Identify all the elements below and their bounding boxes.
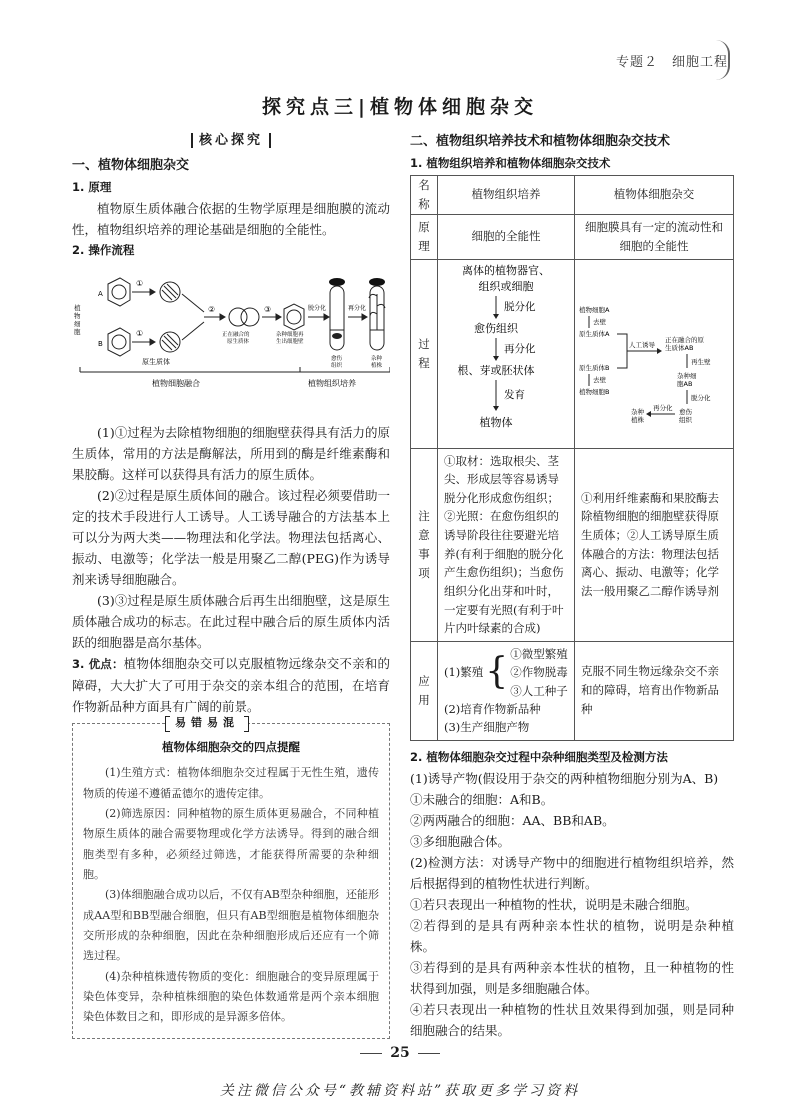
row-label-notes: 注意事项 [411, 448, 438, 641]
app-line-2: (2)培育作物新品种 [444, 701, 541, 716]
tube-cap-1 [329, 278, 345, 286]
flow-callus: 愈伤组织 [474, 321, 518, 335]
propagation-label: (1)繁殖 [444, 665, 484, 680]
pitfall-4: (4)杂种植株遗传物质的变化：细胞融合的变异原理属于染色体变异，杂种植株细胞的染色体数通常是两个亲本细胞染色体数目之和，即形成的是异源多倍体。 [83, 969, 379, 1024]
header-bracket [716, 40, 730, 80]
hf-proto-b: 原生质体B [579, 363, 610, 372]
process-paragraph-3: (3)③过程是原生质体融合后再生出细胞壁，这是原生质体融合成功的标志。在此过程中融合后的原生质体内活跃的细胞器是高尔基体。 [72, 592, 390, 650]
principle-text: 植物原生质体融合依据的生物学原理是细胞膜的流动性，植物组织培养的理论基础是细胞的全能性。 [72, 201, 390, 238]
pitfalls-title: 植物体细胞杂交的四点提醒 [162, 740, 300, 755]
pitfall-3: (3)体细胞融合成功以后，不仅有AB型杂种细胞，还能形成AA型和BB型融合细胞，但只有AB型细胞是植物体细胞杂交所形成的杂种细胞，因此在杂种细胞形成后还应有一个筛选过程。 [83, 888, 379, 963]
advantage-paragraph [72, 653, 390, 717]
hf-plant: 杂种植株 [631, 407, 644, 424]
table-row [411, 448, 734, 641]
pitfalls-box [72, 716, 390, 1039]
hf-regen: 再生壁 [691, 357, 711, 366]
principle-title: 1. 原理 [72, 180, 112, 195]
plant-label: 杂种植株 [371, 355, 383, 369]
notes-hybrid: ①利用纤维素酶和果胶酶去除植物细胞的细胞壁获得原生质体；②人工诱导原生质体融合的方法：物理法包括离心、振动、电激等；化学法一般用聚乙二醇作诱导剂 [575, 448, 734, 641]
app-line-3: (3)生产细胞产物 [444, 720, 530, 735]
detection-q1a: ①未融合的细胞：A和B。 [410, 791, 554, 807]
flow-dediff: 脱分化 [504, 300, 536, 313]
diagram-side-label: 植物细胞 [74, 303, 81, 336]
detection-q2b: ②若得到的是具有两种亲本性状的植物，说明是杂种植株。 [410, 917, 734, 954]
header-name: 名称 [411, 175, 438, 214]
dediff-label: 脱分化 [308, 304, 327, 312]
app-item-3: ③人工种子 [510, 683, 568, 698]
flow-plant: 植物体 [479, 415, 513, 429]
table-row [411, 259, 734, 448]
pitfall-1: (1)生殖方式：植物体细胞杂交过程属于无性生殖，遗传物质的传递不遵循孟德尔的遗传定律。 [83, 766, 379, 800]
rediff-label: 再分化 [348, 304, 367, 312]
propagation-group [444, 645, 568, 700]
tissue-culture-flow [442, 262, 570, 440]
table-header-row [411, 175, 734, 214]
process-paragraph-1: (1)①过程为去除植物细胞的细胞壁获得具有活力的原生质体，常用的方法是酶解法，所用到的酶是纤维素酶和果胶酶。这样可以获得具有活力的原生质体。 [72, 424, 390, 482]
section-heading-2: 二、植物组织培养技术和植物体细胞杂交技术 [410, 134, 671, 149]
hf-remove-b: 去壁 [593, 375, 606, 384]
left-column [72, 130, 390, 1039]
principle-hybrid: 细胞膜具有一定的流动性和细胞的全能性 [575, 214, 734, 259]
hf-dediff: 脱分化 [691, 393, 711, 402]
hf-induce: 人工诱导 [629, 340, 655, 349]
cell-a-shape [108, 278, 130, 306]
section-heading-1: 一、植物体细胞杂交 [72, 157, 190, 173]
flow-organ: 根、芽或胚状体 [457, 363, 535, 377]
pitfalls-tag: 易错易混 [165, 714, 249, 732]
fusing-protoplast-2 [241, 308, 259, 326]
fused-label: 正在融合的原生质体 [222, 331, 250, 345]
pitfall-2: (2)筛选原因：同种植物的原生质体更易融合，不同种植物原生质体的融合需要物理或化学方法诱导。得到的融合细胞类型有多种，必须经过筛选，才能获得所需要的杂种细胞。 [83, 807, 379, 882]
hf-hybridcell: 杂种细胞AB [677, 371, 697, 388]
row-label-process: 过程 [411, 259, 438, 448]
page-title: 探究点三|植物体细胞杂交 [262, 96, 538, 118]
hf-cell-a: 植物细胞A [579, 305, 610, 314]
step-2-label: ② [208, 304, 216, 314]
detection-q1: (1)诱导产物(假设用于杂交的两种植物细胞分别为A、B) [410, 770, 719, 786]
header-hybridization: 植物体细胞杂交 [575, 175, 734, 214]
table-title: 1. 植物组织培养和植物体细胞杂交技术 [410, 156, 611, 171]
detection-q2a: ①若只表现出一种植物的性状，说明是未融合细胞。 [410, 896, 698, 912]
tube-cap-2 [369, 278, 385, 286]
detection-q1b: ②两两融合的细胞：AA、BB和AB。 [410, 812, 615, 828]
page-number: 25 [0, 1042, 800, 1066]
header-tissue-culture: 植物组织培养 [438, 175, 575, 214]
table-row [411, 214, 734, 259]
callus-tube [330, 286, 344, 350]
app-item-2: ②作物脱毒 [510, 665, 568, 680]
hf-fused: 正在融合的原生质体AB [665, 335, 704, 352]
cell-a-label: A [98, 289, 103, 298]
right-column [410, 130, 734, 1041]
process-title: 2. 操作流程 [72, 243, 135, 258]
phase-2-label: 植物组织培养 [308, 378, 356, 388]
step-1b-label: ① [136, 328, 144, 338]
app-item-1: ①微型繁殖 [510, 646, 568, 661]
detection-q1c: ③多细胞融合体。 [410, 833, 511, 849]
row-label-principle: 原理 [411, 214, 438, 259]
hybrid-label: 杂种细胞再生出细胞壁 [276, 331, 304, 345]
hf-cell-b: 植物细胞B [579, 387, 610, 396]
hybrid-cell-nucleus [287, 310, 301, 324]
application-hybrid: 克服不同生物远缘杂交不亲和的障碍，培育出作物新品种 [575, 641, 734, 740]
protoplast-label: 原生质体 [142, 357, 170, 366]
advantage-title: 3. 优点： [72, 656, 124, 671]
phase-1-label: 植物细胞融合 [152, 378, 200, 388]
callus-blob [332, 333, 342, 339]
principle-tissue: 细胞的全能性 [438, 214, 575, 259]
table-row [411, 641, 734, 740]
detection-q2d: ④若只表现出一种植物的性状且效果得到加强，则是同种细胞融合的结果。 [410, 1001, 734, 1038]
hf-rediff: 再分化 [653, 403, 673, 412]
cell-b-label: B [98, 339, 103, 348]
flow-start-1: 离体的植物器官、 [462, 263, 550, 277]
detection-q2: (2)检测方法：对诱导产物中的细胞进行植物组织培养，然后根据得到的植物性状进行判断。 [410, 854, 734, 891]
step-3-label: ③ [264, 304, 272, 314]
advantage-text: 植物体细胞杂交可以克服植物远缘杂交不亲和的障碍，大大扩大了可用于杂交的亲本组合的范围，在培育作物新品种方面具有广阔的前景。 [72, 655, 390, 715]
hf-remove-a: 去壁 [593, 317, 606, 326]
callus-label: 愈伤组织 [331, 355, 343, 369]
hf-callus: 愈伤组织 [679, 407, 692, 424]
cell-b-nucleus [112, 335, 126, 349]
step-1-label: ① [136, 278, 144, 288]
brace: { [485, 651, 509, 693]
detection-title: 2. 植物体细胞杂交过程中杂种细胞类型及检测方法 [410, 749, 668, 764]
detection-q2c: ③若得到的是具有两种亲本性状的植物，且一种植物的性状得到加强，则是多细胞融合体。 [410, 959, 734, 996]
hf-proto-a: 原生质体A [579, 329, 610, 338]
notes-tissue: ①取材：选取根尖、茎尖、形成层等容易诱导脱分化形成愈伤组织；②光照：在愈伤组织的诱导阶段往往要避光培养(有利于细胞的脱分化产生愈伤组织)；当愈伤组织分化出芽和叶时，一定要有光照(有利于叶片内叶绿素的合成) [438, 448, 575, 641]
process-paragraph-2: (2)②过程是原生质体间的融合。该过程必须要借助一定的技术手段进行人工诱导。人工诱导融合的方法基本上可以分为两大类——物理法和化学法。物理法包括离心、振动、电激等；化学法一般是用聚乙二醇(PEG)作为诱导剂来诱导细胞融合。 [72, 487, 390, 587]
cell-b-shape [108, 328, 130, 356]
cell-a-nucleus [112, 285, 126, 299]
row-label-application: 应用 [411, 641, 438, 740]
flow-start-2: 组织或细胞 [478, 279, 534, 293]
flow-rediff: 再分化 [504, 342, 536, 355]
hybridization-flow [577, 262, 731, 440]
core-label: 核心探究 [72, 130, 390, 152]
flow-develop: 发育 [504, 388, 525, 401]
comparison-table [410, 175, 734, 741]
page-header: 专题２ 细胞工程 [615, 55, 728, 70]
fusing-protoplast-1 [229, 308, 247, 326]
fusion-process-diagram [72, 264, 390, 412]
bottom-note: 关注微信公众号“教辅资料站”获取更多学习资料 [219, 1083, 581, 1099]
